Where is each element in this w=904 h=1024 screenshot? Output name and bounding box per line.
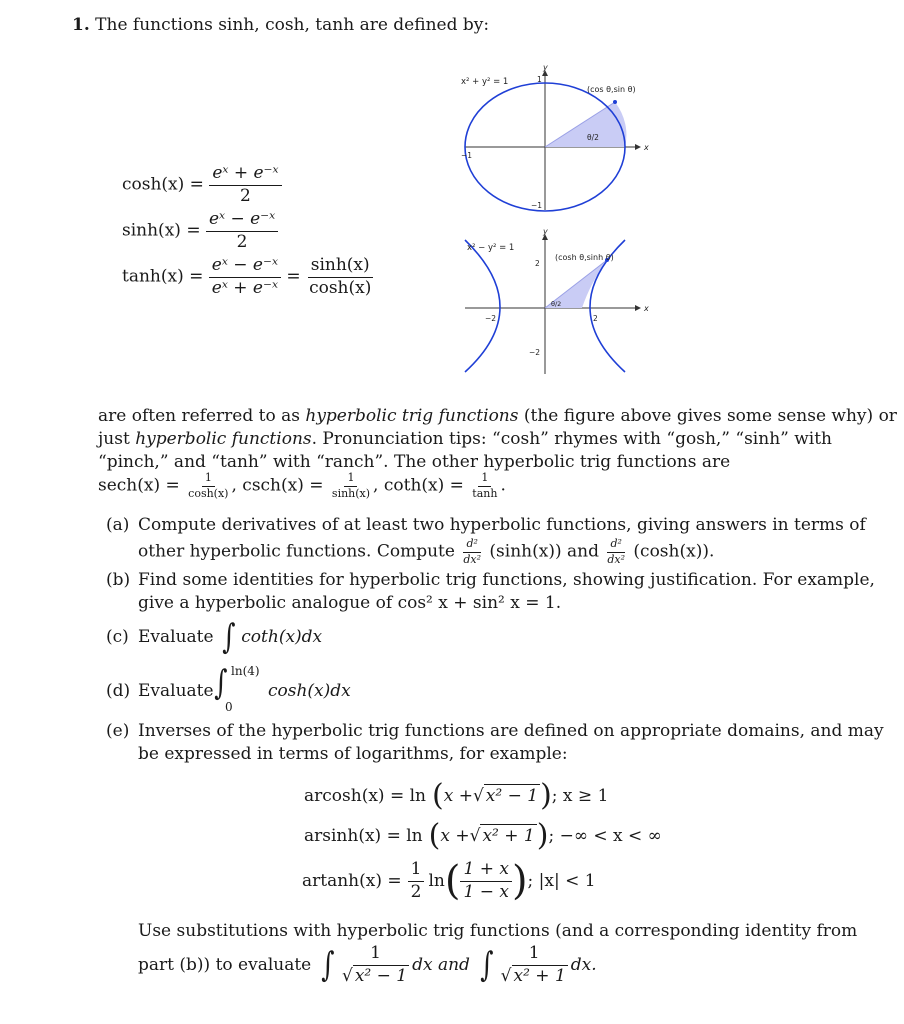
- integral-lower-limit: 0: [225, 700, 233, 714]
- integral-2-radicand: x² + 1: [513, 965, 566, 986]
- sech-lhs: sech(x) =: [98, 475, 180, 496]
- integral-2-dx: dx.: [570, 954, 597, 975]
- arcosh-lhs: arcosh(x) = ln: [304, 785, 426, 806]
- arsinh-inner: x +: [440, 825, 470, 846]
- cosh-denominator: 2: [240, 185, 251, 206]
- tanh-numerator: eˣ − e⁻ˣ: [209, 256, 281, 278]
- circle-point-marker: [613, 100, 617, 104]
- hyperbola-tick-neg2-x: −2: [485, 314, 497, 323]
- artanh-den: 1 − x: [463, 881, 509, 902]
- artanh-ln: ln: [428, 870, 445, 891]
- arsinh-radicand: x² + 1: [482, 826, 535, 846]
- paragraph-period: .: [500, 475, 506, 496]
- part-d-text: Evaluate: [138, 681, 214, 701]
- hyperbola-tick-2-y: 2: [535, 259, 540, 268]
- arcosh-condition: ; x ≥ 1: [551, 785, 609, 806]
- part-d-integrand: cosh(x)dx: [268, 681, 351, 701]
- circle-axis-y: y: [543, 63, 548, 72]
- circle-axis-x: x: [644, 143, 649, 152]
- integral-sign-definite: ∫: [214, 663, 228, 703]
- artanh-num: 1 + x: [460, 860, 511, 882]
- hyperbola-left-branch: [465, 240, 500, 372]
- paragraph-text: (the figure above gives some sense why) or: [518, 406, 897, 426]
- arsinh-formula: arsinh(x) = ln ( x + √ x² + 1 ) ; −∞ < x < ∞: [304, 818, 662, 853]
- cosh-lhs: cosh(x) =: [122, 174, 204, 195]
- hyperbola-figure: [455, 226, 655, 376]
- part-a-text: other hyperbolic functions. Compute: [138, 541, 455, 562]
- part-e-line-2: be expressed in terms of logarithms, for example:: [138, 744, 568, 764]
- integral-1-num: 1: [367, 944, 384, 966]
- paragraph-text: just: [98, 429, 136, 449]
- tanh-lhs: tanh(x) =: [122, 266, 204, 287]
- hyperbola-tick-neg2-y: −2: [529, 348, 541, 357]
- circle-equation: x² + y² = 1: [461, 77, 509, 87]
- integral-sign-1: ∫: [321, 945, 335, 985]
- artanh-lhs: artanh(x) =: [302, 870, 402, 891]
- part-b-label: (b): [106, 570, 131, 590]
- arsinh-lhs: arsinh(x) = ln: [304, 825, 423, 846]
- second-derivative-den-2: dx²: [607, 552, 626, 566]
- part-a-label: (a): [106, 515, 130, 535]
- integral-1-dx: dx and: [412, 954, 470, 975]
- coth-lhs: , coth(x) =: [373, 475, 464, 496]
- paragraph-emphasis: hyperbolic trig functions: [305, 406, 519, 426]
- paragraph-text: . Pronunciation tips: “cosh” rhymes with “gosh,” “sinh” with: [311, 429, 833, 449]
- hyperbola-equation: x² − y² = 1: [467, 243, 515, 253]
- sech-num: 1: [202, 472, 215, 487]
- hyperbola-axis-x: x: [644, 304, 649, 313]
- problem-header: [72, 14, 489, 37]
- hyperbola-axis-y: y: [543, 227, 548, 236]
- arcosh-radicand: x² − 1: [485, 786, 539, 806]
- paragraph-line-2: [98, 428, 832, 451]
- second-derivative-den: dx²: [463, 552, 481, 566]
- tanh-numerator-2: sinh(x): [308, 256, 373, 278]
- hyperbola-angle-label: θ/2: [551, 300, 562, 308]
- part-d-label: (d): [106, 681, 131, 701]
- integral-sign: ∫: [221, 617, 236, 657]
- arcosh-inner: x +: [443, 785, 473, 806]
- csch-den: sinh(x): [331, 486, 371, 500]
- part-e-label: (e): [106, 721, 130, 741]
- sinh-lhs: sinh(x) =: [122, 220, 201, 241]
- second-derivative-num-2: d²: [607, 538, 624, 553]
- closing-text: part (b)) to evaluate: [138, 954, 312, 975]
- artanh-half-num: 1: [408, 860, 425, 882]
- paragraph-emphasis: hyperbolic functions: [135, 429, 312, 449]
- part-e-line-1: Inverses of the hyperbolic trig functions are defined on appropriate domains, and may: [138, 721, 884, 741]
- circle-point-label: (cos θ,sin θ): [587, 85, 636, 94]
- paragraph-line-3: “pinch,” and “tanh” with “ranch”. The other hyperbolic trig functions are: [98, 452, 731, 472]
- tanh-definition: [122, 256, 374, 298]
- circle-tick-1: 1: [537, 75, 542, 84]
- arcosh-formula: arcosh(x) = ln ( x + √ x² − 1 ) ; x ≥ 1: [304, 778, 609, 813]
- part-b-line-2: give a hyperbolic analogue of cos² x + sin² x = 1.: [138, 593, 562, 613]
- arsinh-condition: ; −∞ < x < ∞: [548, 825, 662, 846]
- part-b-line-1: Find some identities for hyperbolic trig functions, showing justification. For example,: [138, 570, 875, 590]
- integral-1-radicand: x² − 1: [354, 965, 408, 986]
- unit-circle-figure: [455, 62, 655, 212]
- artanh-condition: ; |x| < 1: [527, 870, 596, 891]
- problem-number: 1.: [72, 15, 90, 35]
- part-a-line-1: Compute derivatives of at least two hyperbolic functions, giving answers in terms of: [138, 515, 866, 535]
- artanh-formula: artanh(x) = $\frac{1}{2}$ ln ( $\frac{1 + x}{1 - x}$ ) ; |x| < 1: [302, 858, 596, 904]
- hyperbola-point-label: (cosh θ,sinh θ): [555, 253, 614, 262]
- csch-num: 1: [344, 472, 357, 487]
- closing-line-2: part (b)) to evaluate ∫ $\frac{1}{\text{√ x² − 1}}$ dx and ∫ $\frac{1}{\text{√ x² + 1}}$ dx.: [138, 942, 597, 986]
- problem-intro: The functions sinh, cosh, tanh are defined by:: [95, 15, 490, 35]
- part-c-integrand: coth(x)dx: [241, 626, 323, 647]
- paragraph-line-1: [98, 405, 897, 428]
- sinh-definition: [122, 210, 278, 252]
- integral-upper-limit: ln(4): [231, 664, 260, 678]
- integral-2-num: 1: [526, 944, 543, 966]
- part-c-label: (c): [106, 627, 129, 647]
- paragraph-text: are often referred to as: [98, 406, 306, 426]
- coth-num: 1: [478, 472, 491, 487]
- sinh-numerator: eˣ − e⁻ˣ: [206, 210, 278, 232]
- part-c-text: Evaluate: [138, 626, 214, 647]
- closing-line-1: Use substitutions with hyperbolic trig functions (and a corresponding identity from: [138, 921, 858, 941]
- cosh-definition: [122, 164, 282, 206]
- csch-lhs: , csch(x) =: [231, 475, 324, 496]
- coth-den: tanh: [472, 486, 498, 500]
- sinh-denominator: 2: [236, 231, 248, 252]
- paragraph-line-4: [98, 472, 506, 500]
- cosh-numerator: eˣ + e⁻ˣ: [209, 164, 281, 186]
- integral-sign-2: ∫: [480, 945, 494, 985]
- sech-den: cosh(x): [188, 486, 229, 500]
- second-derivative-num: d²: [463, 538, 480, 553]
- circle-tick-neg1-x: −1: [461, 151, 473, 160]
- artanh-half-den: 2: [410, 881, 422, 902]
- circle-angle-label: θ/2: [587, 133, 599, 142]
- part-c-line: [138, 617, 323, 657]
- tanh-denominator: eˣ + e⁻ˣ: [211, 277, 278, 298]
- tanh-denominator-2: cosh(x): [309, 277, 372, 298]
- part-a-line-2: [138, 538, 714, 566]
- hyperbola-tick-2-x: 2: [593, 314, 598, 323]
- part-a-sinh: (sinh(x)) and: [489, 541, 599, 562]
- circle-tick-neg1-y: −1: [531, 201, 543, 210]
- circle-sector-shading: [545, 102, 626, 147]
- tanh-equals: =: [286, 266, 301, 287]
- part-a-cosh: (cosh(x)).: [633, 541, 715, 562]
